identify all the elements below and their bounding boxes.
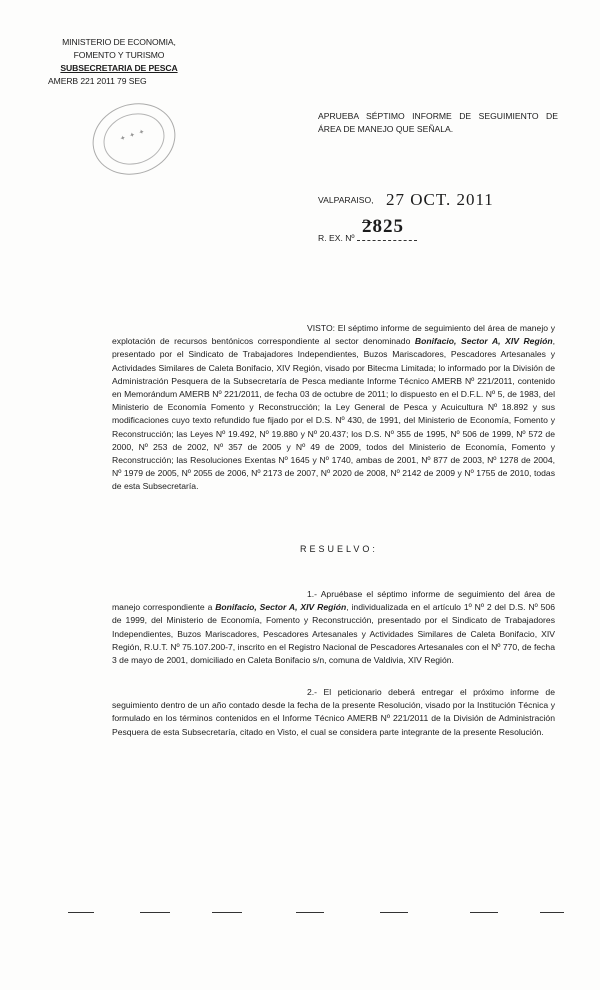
resuelvo-heading: RESUELVO: — [300, 544, 378, 554]
article-1-paragraph — [112, 588, 555, 667]
place-date — [318, 190, 494, 210]
footer-dash — [380, 912, 408, 913]
article-2-paragraph — [112, 686, 555, 739]
footer-dash — [296, 912, 324, 913]
visto-paragraph — [112, 322, 555, 494]
visto-sector-name: Bonifacio, Sector A, XIV Región — [414, 336, 553, 347]
letterhead — [44, 36, 194, 88]
resolution-number-block — [318, 216, 417, 243]
ministry-line-1: MINISTERIO DE ECONOMIA, — [62, 37, 176, 47]
article-1-text-1: 1.- Apruébase el séptimo informe de seguimiento del área de manejo correspondiente a — [112, 589, 555, 613]
footer-dash — [68, 912, 94, 913]
ministry-line-2: FOMENTO Y TURISMO — [73, 50, 165, 60]
resolution-number: 2825 — [362, 216, 404, 237]
subsecretaria-line: SUBSECRETARIA DE PESCA — [60, 63, 178, 73]
footer-dash — [470, 912, 498, 913]
article-1-sector-name: Bonifacio, Sector A, XIV Región — [215, 602, 347, 613]
subject-line: APRUEBA SÉPTIMO INFORME DE SEGUIMIENTO DE ÁREA DE MANEJO QUE SEÑALA. — [318, 111, 558, 134]
article-2-text: 2.- El peticionario deberá entregar el próximo informe de seguimiento dentro de un año contado desde la fecha de la presente Resolución, visado por la Institución Técnica y formulado en los términos contenidos en el Informe Técnico AMERB Nº 221/2011 de la División de Administración Pesquera de esta Subsecretaría, citado en Visto, el cual se considera parte integrante de la presente Resolución. — [112, 687, 555, 737]
visto-text-2: , presentado por el Sindicato de Trabajadores Independientes, Buzos Mariscadores, Pescadores Artesanales y Actividades Similares de Caleta Bonifacio, XIV Región, visado por Bitecma Limitada; lo informado por la División de Administración Pesquera de la Subsecretaría de Pesca mediante Informe Técnico AMERB Nº 221/2011, contenido en Memorándum AMERB Nº 221/2011, de fecha 03 de octubre de 2011; lo dispuesto en el D.F.L. Nº 5, de 1983, del Ministerio de Economía Fomento y Reconstrucción; la Ley General de Pesca y Acuicultura Nº 18.892 y sus modificaciones cuyo texto refundido fue fijado por el D.S. Nº 430, de 1991, del Ministerio de Economía, Fomento y Reconstrucción; las Leyes Nº 19.492, Nº 19.880 y Nº 20.437; los D.S. Nº 355 de 1995, Nº 506 de 1999, Nº 572 de 2000, Nº 253 de 2002, Nº 357 de 2005 y Nº 49 de 2009, todos del Ministerio de Economía, Fomento y Reconstrucción; las Resoluciones Exentas Nº 1645 y Nº 1740, ambas de 2001, Nº 877 de 2003, Nº 1278 de 2004, Nº 1979 de 2005, Nº 2055 de 2006, Nº 2173 de 2007, Nº 2020 de 2008, Nº 2142 de 2009 y Nº 1755 de 2010, todas de esta Subsecretaría. — [112, 336, 555, 492]
official-stamp-mark: ✦ ✦ ✦ — [119, 128, 147, 144]
footer-dash — [212, 912, 242, 913]
city-label: VALPARAISO, — [318, 195, 374, 205]
article-1-text-2: , individualizada en el artículo 1º Nº 2 del D.S. Nº 506 de 1999, del Ministerio de Economía, Fomento y Reconstrucción, presentado por el Sindicato de Trabajadores Independientes, Buzos Mariscadores, Pescadores Artesanales y Actividades Similares de Caleta Bonifacio, XIV Región, R.U.T. Nº 75.107.200-7, inscrito en el Registro Nacional de Pescadores Artesanales con el Nº 770, de fecha 3 de mayo de 2001, domiciliado en Caleta Bonifacio s/n, comuna de Valdivia, XIV Región. — [112, 602, 555, 666]
reference-code: AMERB 221 2011 79 SEG — [48, 76, 147, 86]
official-stamp — [83, 93, 185, 186]
footer-dash — [140, 912, 170, 913]
date-stamp: 27 OCT. 2011 — [385, 190, 494, 209]
footer-dash — [540, 912, 564, 913]
resolution-label: R. EX. Nº — [318, 233, 355, 243]
visto-text-1: VISTO: El séptimo informe de seguimiento del área de manejo y explotación de recursos bentónicos correspondiente al sector denominado — [112, 323, 555, 347]
